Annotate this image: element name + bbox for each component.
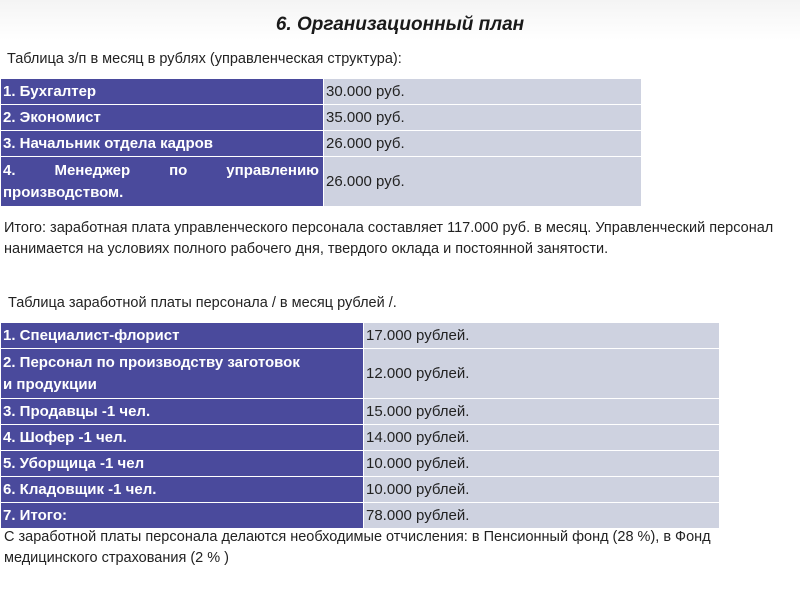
- position-label-line2: и продукции: [3, 375, 97, 393]
- table-caption-staff: Таблица заработной платы персонала / в месяц рублей /.: [8, 295, 397, 311]
- table-row: [1, 79, 642, 105]
- salary-cell: 17.000 рублей.: [364, 323, 720, 349]
- salary-cell: 78.000 рублей.: [364, 503, 720, 529]
- salary-cell: 35.000 руб.: [324, 105, 642, 131]
- salary-cell: 12.000 рублей.: [364, 349, 720, 399]
- management-summary-text: Итого: заработная плата управленческого персонала составляет 117.000 руб. в месяц. Управленческий персонал нанимается на условиях полного рабочего дня, твердого оклада и постоянной занятости.: [4, 220, 774, 257]
- table-row: [1, 157, 642, 207]
- table-row: [1, 105, 642, 131]
- position-cell: 2. Экономист: [1, 105, 324, 131]
- position-cell: 1. Специалист-флорист: [1, 323, 364, 349]
- position-cell: [1, 349, 364, 399]
- position-label-line1: 2. Персонал по производству заготовок: [3, 353, 300, 371]
- salary-cell: 15.000 рублей.: [364, 399, 720, 425]
- position-label-line1: 4. Менеджер по управлению: [3, 161, 319, 179]
- staff-salary-table: [0, 322, 720, 529]
- position-cell: 7. Итого:: [1, 503, 364, 529]
- salary-cell: 26.000 руб.: [324, 157, 642, 207]
- salary-cell: 30.000 руб.: [324, 79, 642, 105]
- salary-cell: 26.000 руб.: [324, 131, 642, 157]
- table-row: [1, 425, 720, 451]
- table-row: [1, 503, 720, 529]
- position-cell: 3. Начальник отдела кадров: [1, 131, 324, 157]
- page-title: 6. Организационный план: [275, 14, 525, 35]
- position-cell: 4. Шофер -1 чел.: [1, 425, 364, 451]
- table-row: [1, 323, 720, 349]
- table-row: [1, 477, 720, 503]
- table-caption-management: Таблица з/п в месяц в рублях (управленческая структура):: [7, 51, 402, 67]
- salary-cell: 10.000 рублей.: [364, 451, 720, 477]
- position-cell: 1. Бухгалтер: [1, 79, 324, 105]
- salary-cell: 10.000 рублей.: [364, 477, 720, 503]
- management-salary-table: [0, 78, 642, 207]
- staff-deductions-note: С заработной платы персонала делаются необходимые отчисления: в Пенсионный фонд (28 %), в Фонд медицинского страхования (2 % ): [4, 529, 711, 566]
- position-cell: 5. Уборщица -1 чел: [1, 451, 364, 477]
- table-row: [1, 349, 720, 399]
- salary-cell: 14.000 рублей.: [364, 425, 720, 451]
- position-label-line2: производством.: [3, 183, 124, 201]
- table-row: [1, 131, 642, 157]
- position-cell: 3. Продавцы -1 чел.: [1, 399, 364, 425]
- table-row: [1, 399, 720, 425]
- position-cell: 6. Кладовщик -1 чел.: [1, 477, 364, 503]
- table-row: [1, 451, 720, 477]
- position-cell: [1, 157, 324, 207]
